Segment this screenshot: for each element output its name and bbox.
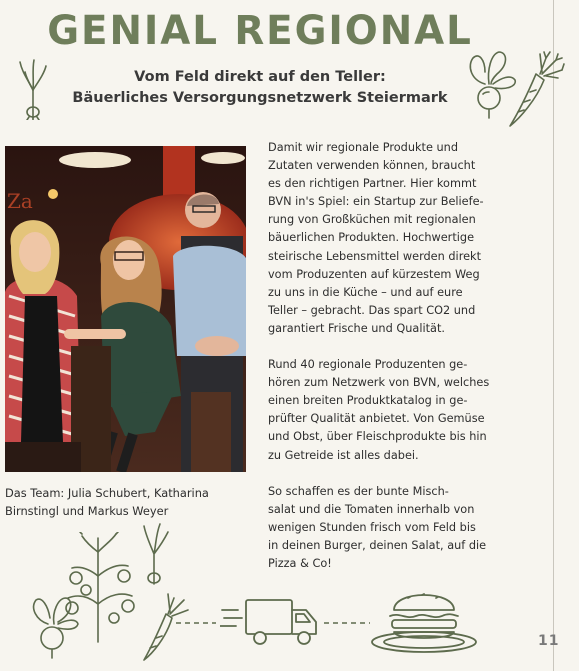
page-title: GENIAL REGIONAL (47, 8, 473, 54)
carrot-icon-small (140, 588, 192, 664)
subtitle-line-1: Vom Feld direkt auf den Teller: (134, 69, 386, 85)
burger-icon (370, 580, 478, 656)
article-paragraph-3: So schaffen es der bunte Misch- salat und die Tomaten innerhalb von wenigen Stunden frisch vom Feld bis in deinen Burger, deinen Salat, auf die Pizza & Co! (268, 484, 487, 570)
article-body (268, 139, 536, 591)
carrot-icon (506, 44, 566, 130)
photo-caption (5, 484, 255, 520)
delivery-truck-icon (220, 594, 320, 648)
article-paragraph-2: Rund 40 regionale Produzenten ge- hören zum Netzwerk von BVN, welches einen breiten Produktkatalog in ge- prüfter Qualität anbietet. Von Gemüse und Obst, über Fleischprodukte bis hin zu Getreide ist alles dabei. (268, 358, 490, 462)
caption-line-1: Das Team: Julia Schubert, Katharina (5, 486, 209, 500)
dashed-line-right (324, 620, 370, 626)
dashed-line-left (176, 620, 216, 626)
leek-icon-small (138, 522, 172, 588)
page-number: 11 (538, 633, 560, 649)
page-subtitle (0, 67, 520, 109)
beet-icon (28, 592, 80, 660)
subtitle-line-2: Bäuerliches Versorgungsnetzwerk Steiermark (72, 90, 448, 106)
article-paragraph-1: Damit wir regionale Produkte und Zutaten verwenden können, braucht es den richtigen Partner. Hier kommt BVN in's Spiel: ein Startup zur Beliefe- rung von Großküchen mit regionalen bäuerlichen Produkten. Hochwertige steirische Lebensmittel werden direkt vom Produzenten auf kürzestem Weg zu uns in die Küche – und auf eure Teller – gebracht. Das spart CO2 und garantiert Frische und Qualität. (268, 141, 484, 335)
leek-icon (16, 58, 50, 120)
caption-line-2: Birnstingl und Markus Weyer (5, 504, 169, 518)
svg-text:Za: Za (7, 189, 33, 213)
team-photo (5, 146, 246, 472)
